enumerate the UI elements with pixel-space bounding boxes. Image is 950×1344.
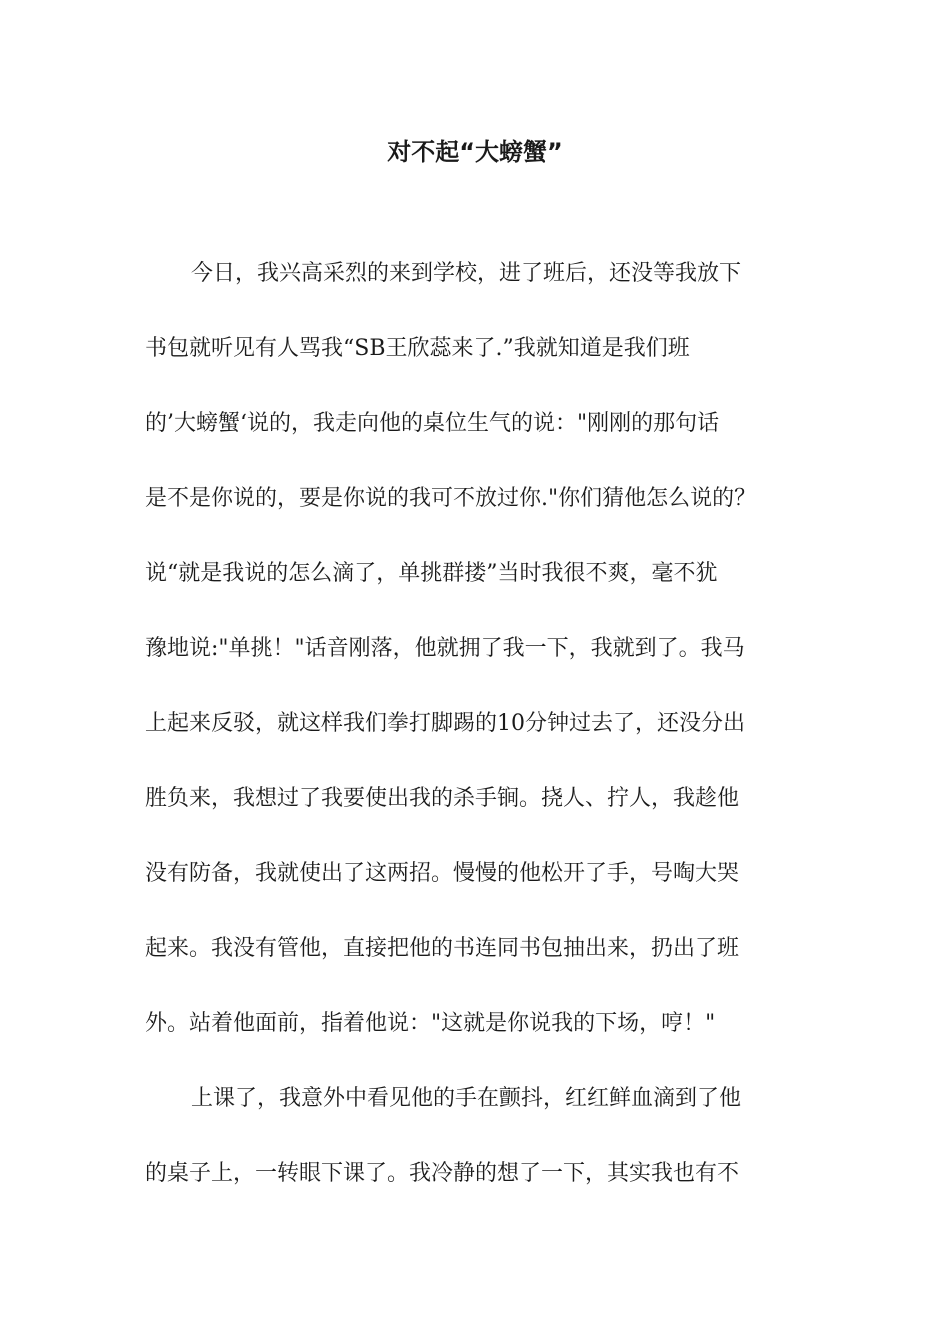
text-line: 说“就是我说的怎么滴了，单挑群搂”当时我很不爽，毫不犹 bbox=[145, 561, 718, 586]
text-line: 外。站着他面前，指着他说："这就是你说我的下场，哼！" bbox=[145, 1011, 716, 1036]
text-line: 书包就听见有人骂我“SB王欣蕊来了.”我就知道是我们班 bbox=[145, 336, 690, 361]
text-line: 没有防备，我就使出了这两招。慢慢的他松开了手，号啕大哭 bbox=[145, 861, 740, 886]
text-line: 的桌子上，一转眼下课了。我冷静的想了一下，其实我也有不 bbox=[145, 1161, 740, 1186]
document-title: 对不起“大螃蟹” bbox=[387, 138, 563, 166]
text-line: 今日，我兴高采烈的来到学校，进了班后，还没等我放下 bbox=[191, 261, 742, 286]
text-line: 胜负来，我想过了我要使出我的杀手锏。挠人、拧人，我趁他 bbox=[145, 786, 740, 811]
text-line: 上起来反驳，就这样我们拳打脚踢的10分钟过去了，还没分出 bbox=[145, 711, 745, 736]
text-line: 上课了，我意外中看见他的手在颤抖，红红鲜血滴到了他 bbox=[191, 1086, 742, 1111]
text-line: 是不是你说的，要是你说的我可不放过你."你们猜他怎么说的？ bbox=[145, 486, 757, 511]
text-line: 的’大螃蟹‘说的，我走向他的桌位生气的说："刚刚的那句话 bbox=[145, 411, 720, 436]
text-line: 起来。我没有管他，直接把他的书连同书包抽出来，扔出了班 bbox=[145, 936, 740, 961]
text-line: 豫地说:"单挑！"话音刚落，他就拥了我一下，我就到了。我马 bbox=[145, 636, 745, 661]
